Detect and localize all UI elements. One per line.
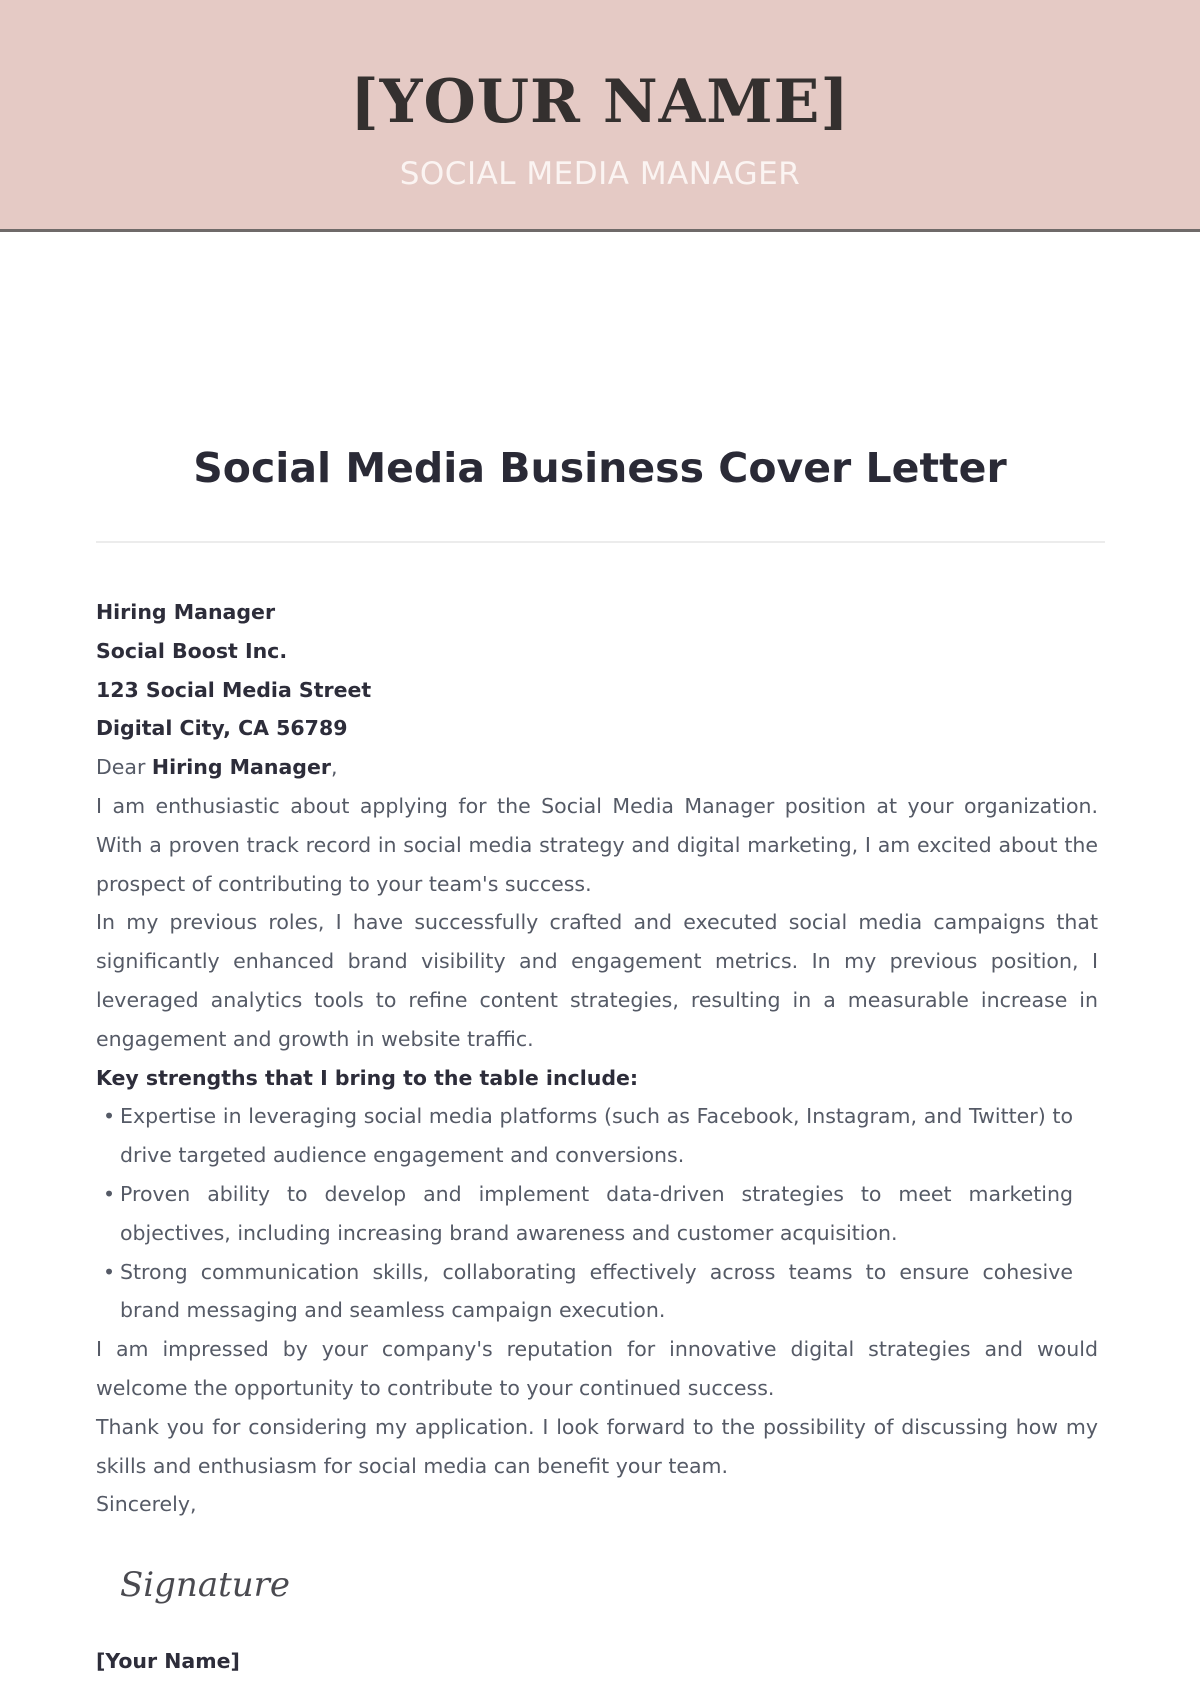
salutation-prefix: Dear: [96, 755, 152, 780]
recipient-city: Digital City, CA 56789: [96, 716, 348, 741]
body-paragraph-1: I am enthusiastic about applying for the Social Media Manager position at your organization. With a proven track record in social media strategy and digital marketing, I am excited about the prospect of contributing to your team's success.: [96, 793, 1098, 896]
body-paragraph-4: Thank you for considering my application. I look forward to the possibility of discussing how my skills and enthusiasm for social media can benefit your team.: [96, 1414, 1098, 1478]
title-divider: [96, 541, 1105, 543]
strength-text: Expertise in leveraging social media platforms (such as Facebook, Instagram, and Twitter) to drive targeted audience engagement and conversions.: [120, 1104, 1073, 1168]
letter-body: [96, 593, 1098, 1524]
signature-text: Signature: [120, 1565, 291, 1605]
strengths-heading: Key strengths that I bring to the table include:: [96, 1065, 639, 1090]
body-paragraph-3: I am impressed by your company's reputation for innovative digital strategies and would welcome the opportunity to contribute to your continued success.: [96, 1337, 1098, 1400]
header-name: [YOUR NAME]: [350, 67, 850, 137]
strength-text: Strong communication skills, collaborating effectively across teams to ensure cohesive brand messaging and seamless campaign execution.: [120, 1259, 1073, 1323]
signature-graphic: [118, 1558, 318, 1610]
closing: Sincerely,: [96, 1492, 197, 1517]
recipient-name: Hiring Manager: [96, 600, 276, 624]
bullet-icon: •: [103, 1181, 116, 1206]
bullet-icon: •: [103, 1259, 116, 1284]
strengths-list: [96, 1097, 1098, 1330]
document-title: Social Media Business Cover Letter: [193, 444, 1007, 492]
recipient-street: 123 Social Media Street: [96, 677, 372, 702]
signature: [118, 1558, 318, 1610]
signoff-name: [Your Name]: [96, 1649, 240, 1673]
salutation-suffix: ,: [330, 755, 338, 780]
header-band: [0, 0, 1200, 232]
salutation-name: Hiring Manager: [151, 755, 331, 780]
salutation: [96, 748, 1098, 787]
body-paragraph-2: In my previous roles, I have successfully crafted and executed social media campaigns that significantly enhanced brand visibility and engagement metrics. In my previous position, I leveraged analytics tools to refine content strategies, resulting in a measurable increase in engagement and growth in website traffic.: [96, 910, 1098, 1051]
header-role: SOCIAL MEDIA MANAGER: [399, 156, 801, 192]
list-item: [96, 1097, 1098, 1175]
list-item: [96, 1253, 1098, 1331]
recipient-company: Social Boost Inc.: [96, 638, 288, 663]
list-item: [96, 1175, 1098, 1253]
bullet-icon: •: [103, 1104, 116, 1129]
strength-text: Proven ability to develop and implement data-driven strategies to meet marketing objectives, including increasing brand awareness and customer acquisition.: [120, 1181, 1073, 1245]
